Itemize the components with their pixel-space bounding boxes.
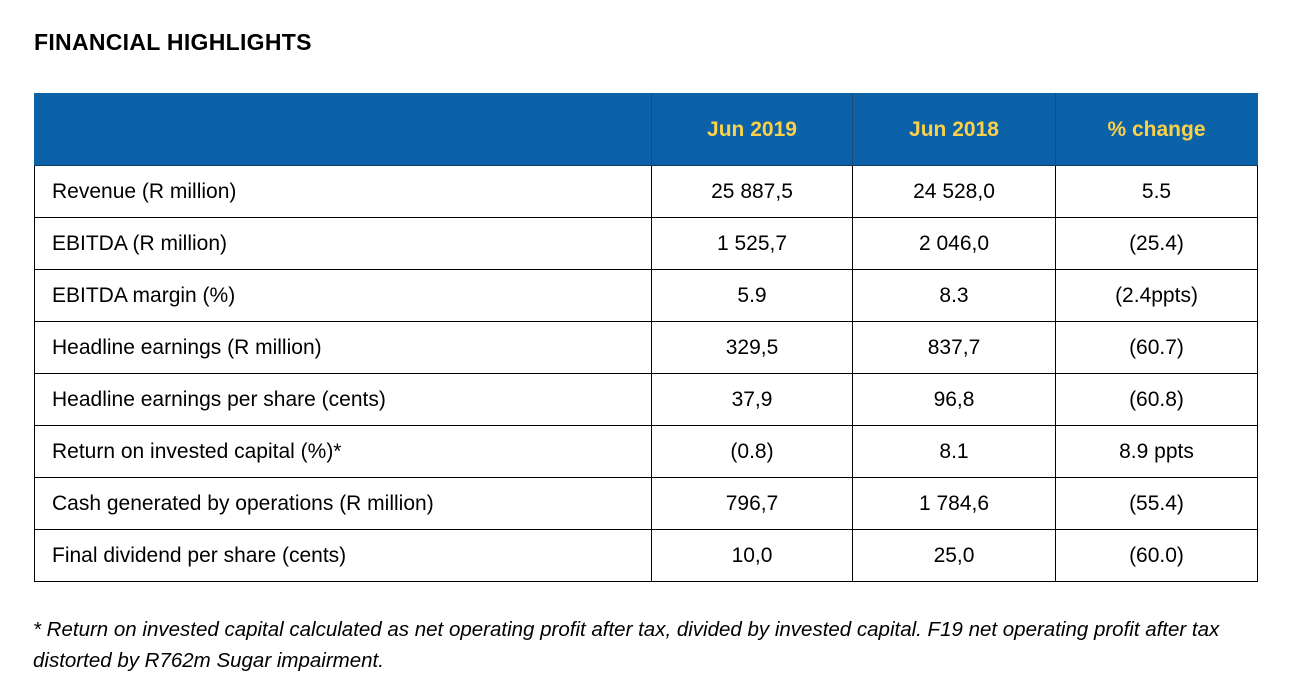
cell-pct-change: (25.4) bbox=[1056, 218, 1258, 270]
cell-jun-2019: 5.9 bbox=[652, 270, 853, 322]
table-header bbox=[35, 94, 1258, 166]
cell-jun-2019: 37,9 bbox=[652, 374, 853, 426]
column-header-pct-change: % change bbox=[1056, 94, 1258, 166]
table-body bbox=[35, 166, 1258, 582]
page-title: FINANCIAL HIGHLIGHTS bbox=[34, 29, 312, 55]
row-label: Headline earnings per share (cents) bbox=[35, 374, 652, 426]
cell-pct-change: 8.9 ppts bbox=[1056, 426, 1258, 478]
cell-jun-2019: 25 887,5 bbox=[652, 166, 853, 218]
cell-jun-2018: 96,8 bbox=[853, 374, 1056, 426]
table-header-row bbox=[35, 94, 1258, 166]
row-label: Headline earnings (R million) bbox=[35, 322, 652, 374]
cell-jun-2018: 2 046,0 bbox=[853, 218, 1056, 270]
cell-jun-2018: 1 784,6 bbox=[853, 478, 1056, 530]
cell-jun-2018: 25,0 bbox=[853, 530, 1056, 582]
row-label: Revenue (R million) bbox=[35, 166, 652, 218]
cell-jun-2019: (0.8) bbox=[652, 426, 853, 478]
row-label: Cash generated by operations (R million) bbox=[35, 478, 652, 530]
table-row bbox=[35, 218, 1258, 270]
table-row bbox=[35, 374, 1258, 426]
cell-jun-2019: 10,0 bbox=[652, 530, 853, 582]
cell-jun-2018: 8.1 bbox=[853, 426, 1056, 478]
cell-pct-change: (60.7) bbox=[1056, 322, 1258, 374]
row-label: Final dividend per share (cents) bbox=[35, 530, 652, 582]
table-row bbox=[35, 426, 1258, 478]
row-label: EBITDA (R million) bbox=[35, 218, 652, 270]
cell-pct-change: 5.5 bbox=[1056, 166, 1258, 218]
cell-jun-2019: 1 525,7 bbox=[652, 218, 853, 270]
cell-pct-change: (60.0) bbox=[1056, 530, 1258, 582]
financial-highlights-table-wrapper bbox=[34, 93, 1257, 582]
table-row bbox=[35, 270, 1258, 322]
cell-pct-change: (2.4ppts) bbox=[1056, 270, 1258, 322]
table-row bbox=[35, 166, 1258, 218]
column-header-jun-2018: Jun 2018 bbox=[853, 94, 1056, 166]
cell-jun-2018: 8.3 bbox=[853, 270, 1056, 322]
row-label: EBITDA margin (%) bbox=[35, 270, 652, 322]
column-header-label bbox=[35, 94, 652, 166]
cell-jun-2018: 837,7 bbox=[853, 322, 1056, 374]
cell-pct-change: (60.8) bbox=[1056, 374, 1258, 426]
cell-pct-change: (55.4) bbox=[1056, 478, 1258, 530]
table-row bbox=[35, 322, 1258, 374]
cell-jun-2018: 24 528,0 bbox=[853, 166, 1056, 218]
row-label: Return on invested capital (%)* bbox=[35, 426, 652, 478]
table-row bbox=[35, 478, 1258, 530]
footnote: * Return on invested capital calculated as net operating profit after tax, divided by invested capital. F19 net operating profit after tax distorted by R762m Sugar impairment. bbox=[33, 618, 1220, 672]
cell-jun-2019: 329,5 bbox=[652, 322, 853, 374]
column-header-jun-2019: Jun 2019 bbox=[652, 94, 853, 166]
financial-highlights-table bbox=[34, 93, 1258, 582]
table-row bbox=[35, 530, 1258, 582]
cell-jun-2019: 796,7 bbox=[652, 478, 853, 530]
